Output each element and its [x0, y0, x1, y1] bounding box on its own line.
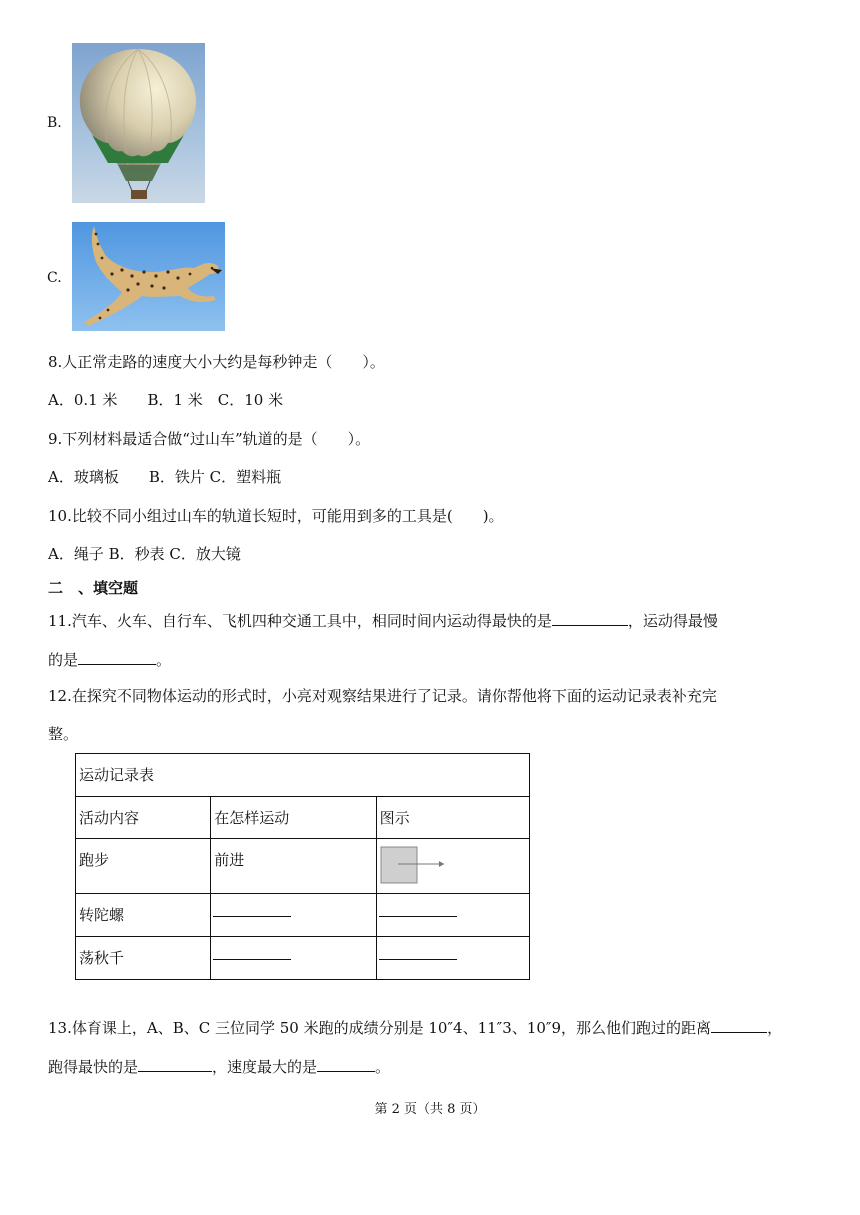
table-cell-motion: [211, 894, 376, 937]
question-9-options: A．玻璃板 B．铁片 C．塑料瓶: [48, 468, 282, 486]
table-header-activity: 活动内容: [76, 797, 211, 839]
answer-blank-fastest[interactable]: [552, 609, 628, 626]
question-11-text-4: 。: [156, 651, 172, 669]
table-cell-motion: [211, 937, 376, 980]
question-13-text-5: 。: [375, 1058, 391, 1076]
table-cell-diagram: [376, 894, 529, 937]
answer-blank-top-diagram[interactable]: [379, 894, 457, 917]
table-cell-diagram: [376, 937, 529, 980]
question-11-line-1: [48, 609, 718, 631]
question-12-line-2: 整。: [48, 725, 79, 743]
question-13-line-2: [48, 1055, 390, 1077]
question-13-text-3: 跑得最快的是: [48, 1058, 139, 1076]
table-cell-activity: 转陀螺: [76, 894, 211, 937]
table-row: [76, 937, 530, 980]
question-11-text-3: 的是: [48, 651, 79, 669]
option-b-label: B.: [47, 115, 62, 131]
table-cell-activity: 荡秋千: [76, 937, 211, 980]
answer-blank-distance[interactable]: [711, 1016, 767, 1033]
question-8-stem: 8.人正常走路的速度大小大约是每秒钟走（ ）。: [48, 353, 385, 371]
option-c-label: C.: [47, 270, 62, 286]
table-header-diagram: 图示: [376, 797, 529, 839]
question-13-line-1: [48, 1016, 782, 1038]
motion-record-table: [75, 753, 530, 980]
forward-motion-diagram: [380, 845, 450, 887]
answer-blank-slowest[interactable]: [78, 648, 156, 665]
arrow-right-icon: [439, 861, 444, 867]
question-13-text-4: ，速度最大的是: [212, 1058, 318, 1076]
page-footer: 第 2 页（共 8 页）: [374, 1102, 486, 1117]
question-10-options: A．绳子 B．秒表 C．放大镜: [48, 545, 241, 563]
answer-blank-top-motion[interactable]: [213, 894, 291, 917]
answer-blank-swing-motion[interactable]: [213, 937, 291, 960]
question-13-text-2: ，: [767, 1019, 783, 1037]
table-row: [76, 839, 530, 894]
question-13-text-1: 13.体育课上，A、B、C 三位同学 50 米跑的成绩分别是 10″4、11″3、10″9，那么他们跑过的距离: [48, 1019, 712, 1037]
question-8-options: A．0.1 米 B．1 米 C．10 米: [48, 391, 284, 409]
question-11-text-2: ，运动得最慢: [627, 612, 718, 630]
answer-blank-fastest-runner[interactable]: [138, 1055, 212, 1072]
table-row: [76, 894, 530, 937]
table-cell-diagram: [376, 839, 529, 894]
question-12-line-1: 12.在探究不同物体运动的形式时，小亮对观察结果进行了记录。请你帮他将下面的运动记录表补充完: [48, 687, 717, 705]
question-11-line-2: [48, 648, 171, 670]
section-heading: 二 、填空题: [48, 579, 139, 597]
table-title: 运动记录表: [76, 754, 530, 797]
answer-blank-highest-speed[interactable]: [317, 1055, 375, 1072]
question-10-stem: 10.比较不同小组过山车的轨道长短时，可能用到多的工具是( )。: [48, 507, 504, 525]
hot-air-balloon-image: [72, 43, 205, 203]
cheetah-image: [72, 222, 225, 331]
question-9-stem: 9.下列材料最适合做“过山车”轨道的是（ ）。: [48, 430, 371, 448]
table-header-motion: 在怎样运动: [211, 797, 376, 839]
table-cell-motion: 前进: [211, 839, 376, 894]
table-cell-activity: 跑步: [76, 839, 211, 894]
question-11-text-1: 11.汽车、火车、自行车、飞机四种交通工具中，相同时间内运动得最快的是: [48, 612, 552, 630]
answer-blank-swing-diagram[interactable]: [379, 937, 457, 960]
